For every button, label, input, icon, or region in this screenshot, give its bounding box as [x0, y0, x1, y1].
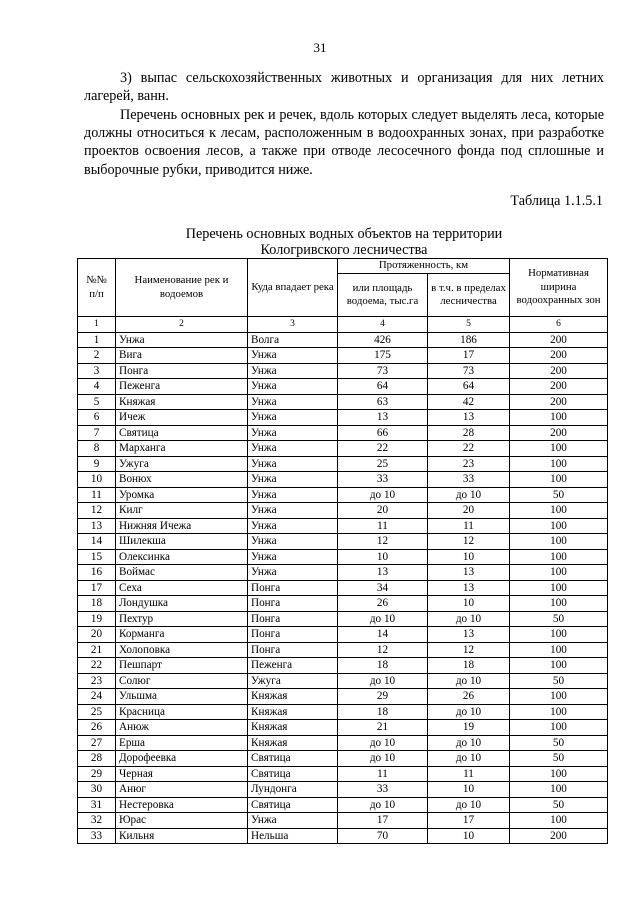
table-caption — [84, 226, 604, 258]
column-number: 6 — [510, 317, 608, 333]
cell-num: 21 — [78, 642, 116, 658]
cell-length-within: 22 — [428, 441, 510, 457]
cell-length-within: 10 — [428, 828, 510, 844]
cell-length-total: до 10 — [338, 797, 428, 813]
cell-length-within: 42 — [428, 394, 510, 410]
cell-length-total: 13 — [338, 565, 428, 581]
cell-length-within: 26 — [428, 689, 510, 705]
cell-flows-into: Унжа — [248, 472, 338, 488]
cell-flows-into: Унжа — [248, 394, 338, 410]
cell-length-total: до 10 — [338, 487, 428, 503]
cell-name: Килг — [116, 503, 248, 519]
cell-name: Лондушка — [116, 596, 248, 612]
cell-flows-into: Унжа — [248, 503, 338, 519]
cell-num: 25 — [78, 704, 116, 720]
cell-num: 14 — [78, 534, 116, 550]
cell-name: Унжа — [116, 332, 248, 348]
cell-zone-width: 50 — [510, 611, 608, 627]
cell-length-within: 33 — [428, 472, 510, 488]
cell-name: Княжая — [116, 394, 248, 410]
table-caption-line-1: Перечень основных водных объектов на территории — [185, 226, 503, 242]
column-number: 1 — [78, 317, 116, 333]
cell-name: Корманга — [116, 627, 248, 643]
header-name: Наименование рек и водоемов — [116, 259, 248, 317]
table-caption-line-2: Кологривского лесничества — [260, 242, 428, 258]
cell-length-within: до 10 — [428, 704, 510, 720]
table-row — [78, 410, 608, 426]
column-number-row — [78, 317, 608, 333]
cell-length-within: 186 — [428, 332, 510, 348]
cell-zone-width: 50 — [510, 797, 608, 813]
cell-length-within: 73 — [428, 363, 510, 379]
cell-length-within: до 10 — [428, 673, 510, 689]
table-row — [78, 425, 608, 441]
cell-flows-into: Унжа — [248, 441, 338, 457]
cell-length-total: 22 — [338, 441, 428, 457]
cell-num: 17 — [78, 580, 116, 596]
page-number: 31 — [313, 40, 327, 55]
cell-length-total: 64 — [338, 379, 428, 395]
table-row — [78, 441, 608, 457]
cell-name: Пехтур — [116, 611, 248, 627]
cell-zone-width: 200 — [510, 379, 608, 395]
cell-length-total: 25 — [338, 456, 428, 472]
cell-flows-into: Унжа — [248, 813, 338, 829]
cell-zone-width: 100 — [510, 782, 608, 798]
cell-num: 10 — [78, 472, 116, 488]
cell-flows-into: Пеженга — [248, 658, 338, 674]
cell-flows-into: Ужуга — [248, 673, 338, 689]
cell-flows-into: Святица — [248, 751, 338, 767]
cell-zone-width: 100 — [510, 456, 608, 472]
cell-length-total: 29 — [338, 689, 428, 705]
header-num: №№ п/п — [78, 259, 116, 317]
cell-zone-width: 200 — [510, 363, 608, 379]
cell-length-within: 28 — [428, 425, 510, 441]
table-row — [78, 658, 608, 674]
cell-length-within: 20 — [428, 503, 510, 519]
table-row — [78, 735, 608, 751]
cell-length-total: до 10 — [338, 735, 428, 751]
cell-zone-width: 100 — [510, 410, 608, 426]
table-row — [78, 472, 608, 488]
cell-num: 9 — [78, 456, 116, 472]
cell-num: 31 — [78, 797, 116, 813]
cell-num: 18 — [78, 596, 116, 612]
column-number: 2 — [116, 317, 248, 333]
cell-zone-width: 100 — [510, 503, 608, 519]
cell-zone-width: 100 — [510, 441, 608, 457]
cell-flows-into: Княжая — [248, 735, 338, 751]
cell-length-within: до 10 — [428, 751, 510, 767]
cell-zone-width: 50 — [510, 735, 608, 751]
cell-num: 1 — [78, 332, 116, 348]
cell-zone-width: 100 — [510, 472, 608, 488]
table-row — [78, 689, 608, 705]
column-number: 5 — [428, 317, 510, 333]
cell-flows-into: Унжа — [248, 518, 338, 534]
cell-length-total: 20 — [338, 503, 428, 519]
cell-flows-into: Унжа — [248, 348, 338, 364]
cell-length-total: до 10 — [338, 611, 428, 627]
cell-length-within: 13 — [428, 410, 510, 426]
cell-zone-width: 100 — [510, 642, 608, 658]
cell-length-total: 66 — [338, 425, 428, 441]
cell-zone-width: 200 — [510, 828, 608, 844]
cell-flows-into: Понга — [248, 642, 338, 658]
cell-name: Ужуга — [116, 456, 248, 472]
cell-num: 29 — [78, 766, 116, 782]
table-row — [78, 518, 608, 534]
cell-length-within: до 10 — [428, 611, 510, 627]
cell-num: 27 — [78, 735, 116, 751]
cell-name: Анюг — [116, 782, 248, 798]
cell-num: 32 — [78, 813, 116, 829]
cell-name: Пеженга — [116, 379, 248, 395]
cell-name: Сеха — [116, 580, 248, 596]
cell-num: 6 — [78, 410, 116, 426]
paragraph-river-list-intro: Перечень основных рек и речек, вдоль которых следует выделять леса, которые должны относиться к лесам, расположенным в водоохранных зонах, при разработке проектов освоения лесов, а также при отводе лесосечного фонда под сплошные и выборочные рубки, приводится ниже. — [84, 107, 604, 178]
cell-flows-into: Унжа — [248, 534, 338, 550]
cell-flows-into: Святица — [248, 797, 338, 813]
cell-length-within: 13 — [428, 565, 510, 581]
table-row — [78, 549, 608, 565]
cell-num: 16 — [78, 565, 116, 581]
cell-flows-into: Понга — [248, 580, 338, 596]
cell-flows-into: Понга — [248, 611, 338, 627]
cell-num: 15 — [78, 549, 116, 565]
cell-length-within: 11 — [428, 518, 510, 534]
table-row — [78, 627, 608, 643]
cell-name: Кильня — [116, 828, 248, 844]
table-row — [78, 720, 608, 736]
cell-name: Вонюх — [116, 472, 248, 488]
cell-zone-width: 100 — [510, 549, 608, 565]
table-row — [78, 565, 608, 581]
cell-length-within: 10 — [428, 596, 510, 612]
cell-length-total: 33 — [338, 472, 428, 488]
table-row — [78, 487, 608, 503]
cell-flows-into: Понга — [248, 596, 338, 612]
cell-num: 5 — [78, 394, 116, 410]
cell-zone-width: 50 — [510, 487, 608, 503]
cell-length-total: 11 — [338, 766, 428, 782]
cell-name: Холоповка — [116, 642, 248, 658]
table-row — [78, 534, 608, 550]
cell-length-within: 19 — [428, 720, 510, 736]
cell-length-total: 12 — [338, 642, 428, 658]
cell-zone-width: 200 — [510, 394, 608, 410]
cell-name: Черная — [116, 766, 248, 782]
cell-num: 22 — [78, 658, 116, 674]
table-row — [78, 828, 608, 844]
cell-num: 20 — [78, 627, 116, 643]
cell-zone-width: 100 — [510, 658, 608, 674]
cell-length-total: 73 — [338, 363, 428, 379]
cell-length-total: 33 — [338, 782, 428, 798]
cell-num: 4 — [78, 379, 116, 395]
table-row — [78, 348, 608, 364]
cell-zone-width: 100 — [510, 518, 608, 534]
table-row — [78, 503, 608, 519]
cell-length-within: 13 — [428, 580, 510, 596]
cell-num: 23 — [78, 673, 116, 689]
table-row — [78, 611, 608, 627]
cell-length-within: 18 — [428, 658, 510, 674]
table-row — [78, 704, 608, 720]
cell-flows-into: Лундонга — [248, 782, 338, 798]
cell-num: 30 — [78, 782, 116, 798]
table-row — [78, 379, 608, 395]
table-row — [78, 580, 608, 596]
cell-num: 26 — [78, 720, 116, 736]
cell-name: Солюг — [116, 673, 248, 689]
table-row — [78, 332, 608, 348]
cell-flows-into: Унжа — [248, 410, 338, 426]
cell-zone-width: 50 — [510, 751, 608, 767]
cell-name: Святица — [116, 425, 248, 441]
cell-length-total: до 10 — [338, 673, 428, 689]
cell-length-within: 10 — [428, 549, 510, 565]
cell-flows-into: Унжа — [248, 379, 338, 395]
cell-flows-into: Волга — [248, 332, 338, 348]
cell-zone-width: 200 — [510, 348, 608, 364]
column-number: 3 — [248, 317, 338, 333]
table-row — [78, 797, 608, 813]
header-zone-width: Нормативная ширина водоохранных зон — [510, 259, 608, 317]
cell-num: 3 — [78, 363, 116, 379]
cell-flows-into: Унжа — [248, 425, 338, 441]
cell-flows-into: Унжа — [248, 363, 338, 379]
cell-length-within: 64 — [428, 379, 510, 395]
cell-length-within: 10 — [428, 782, 510, 798]
cell-length-total: 18 — [338, 704, 428, 720]
cell-name: Анюж — [116, 720, 248, 736]
cell-zone-width: 100 — [510, 704, 608, 720]
cell-zone-width: 100 — [510, 580, 608, 596]
cell-length-within: до 10 — [428, 735, 510, 751]
paragraph-grazing: 3) выпас сельскохозяйственных животных и организация для них летних лагерей, ванн. — [84, 70, 604, 105]
cell-name: Олексинка — [116, 549, 248, 565]
cell-num: 2 — [78, 348, 116, 364]
table-body — [78, 332, 608, 844]
cell-zone-width: 100 — [510, 813, 608, 829]
cell-length-total: до 10 — [338, 751, 428, 767]
cell-flows-into: Нельша — [248, 828, 338, 844]
table-row — [78, 782, 608, 798]
cell-zone-width: 100 — [510, 720, 608, 736]
cell-name: Ерша — [116, 735, 248, 751]
cell-length-within: 13 — [428, 627, 510, 643]
cell-num: 8 — [78, 441, 116, 457]
cell-name: Нижняя Ичежа — [116, 518, 248, 534]
cell-length-total: 14 — [338, 627, 428, 643]
cell-flows-into: Унжа — [248, 456, 338, 472]
cell-num: 12 — [78, 503, 116, 519]
cell-flows-into: Княжая — [248, 704, 338, 720]
cell-length-total: 34 — [338, 580, 428, 596]
table-row — [78, 363, 608, 379]
cell-length-within: 17 — [428, 813, 510, 829]
table-row — [78, 394, 608, 410]
cell-length-total: 175 — [338, 348, 428, 364]
cell-length-total: 70 — [338, 828, 428, 844]
table-row — [78, 813, 608, 829]
cell-length-within: 17 — [428, 348, 510, 364]
cell-name: Юрас — [116, 813, 248, 829]
cell-name: Уромка — [116, 487, 248, 503]
cell-flows-into: Княжая — [248, 689, 338, 705]
cell-name: Красница — [116, 704, 248, 720]
header-length-within: в т.ч. в пределах лесничества — [428, 274, 510, 317]
cell-length-within: 12 — [428, 642, 510, 658]
cell-zone-width: 100 — [510, 689, 608, 705]
cell-zone-width: 50 — [510, 673, 608, 689]
cell-length-total: 12 — [338, 534, 428, 550]
cell-length-total: 10 — [338, 549, 428, 565]
cell-flows-into: Унжа — [248, 565, 338, 581]
table-row — [78, 456, 608, 472]
cell-num: 33 — [78, 828, 116, 844]
cell-flows-into: Святица — [248, 766, 338, 782]
cell-name: Шилекша — [116, 534, 248, 550]
cell-name: Вига — [116, 348, 248, 364]
table-row — [78, 673, 608, 689]
header-flows-into: Куда впадает река — [248, 259, 338, 317]
cell-flows-into: Княжая — [248, 720, 338, 736]
cell-zone-width: 100 — [510, 534, 608, 550]
cell-name: Дорофеевка — [116, 751, 248, 767]
cell-length-total: 17 — [338, 813, 428, 829]
cell-name: Воймас — [116, 565, 248, 581]
header-length-total: или площадь водоема, тыс.га — [338, 274, 428, 317]
cell-zone-width: 100 — [510, 766, 608, 782]
table-row — [78, 751, 608, 767]
cell-length-within: 11 — [428, 766, 510, 782]
cell-length-total: 13 — [338, 410, 428, 426]
table-row — [78, 596, 608, 612]
cell-flows-into: Унжа — [248, 487, 338, 503]
table-row — [78, 642, 608, 658]
table-label: Таблица 1.1.5.1 — [510, 193, 603, 209]
cell-zone-width: 200 — [510, 332, 608, 348]
cell-flows-into: Унжа — [248, 549, 338, 565]
header-length-group: Протяженность, км — [338, 259, 510, 274]
cell-length-total: 26 — [338, 596, 428, 612]
cell-num: 7 — [78, 425, 116, 441]
cell-length-within: до 10 — [428, 487, 510, 503]
cell-length-within: до 10 — [428, 797, 510, 813]
cell-num: 19 — [78, 611, 116, 627]
cell-num: 28 — [78, 751, 116, 767]
cell-flows-into: Понга — [248, 627, 338, 643]
cell-zone-width: 100 — [510, 596, 608, 612]
cell-zone-width: 100 — [510, 565, 608, 581]
cell-length-total: 426 — [338, 332, 428, 348]
cell-length-within: 12 — [428, 534, 510, 550]
table-row — [78, 766, 608, 782]
column-number: 4 — [338, 317, 428, 333]
cell-name: Понга — [116, 363, 248, 379]
cell-length-total: 11 — [338, 518, 428, 534]
cell-zone-width: 200 — [510, 425, 608, 441]
cell-length-within: 23 — [428, 456, 510, 472]
cell-zone-width: 100 — [510, 627, 608, 643]
cell-length-total: 18 — [338, 658, 428, 674]
water-bodies-table — [77, 258, 608, 844]
cell-length-total: 63 — [338, 394, 428, 410]
cell-num: 24 — [78, 689, 116, 705]
cell-name: Ульшма — [116, 689, 248, 705]
cell-num: 11 — [78, 487, 116, 503]
cell-num: 13 — [78, 518, 116, 534]
cell-name: Ичеж — [116, 410, 248, 426]
cell-name: Марханга — [116, 441, 248, 457]
cell-length-total: 21 — [338, 720, 428, 736]
cell-name: Нестеровка — [116, 797, 248, 813]
cell-name: Пешпарт — [116, 658, 248, 674]
